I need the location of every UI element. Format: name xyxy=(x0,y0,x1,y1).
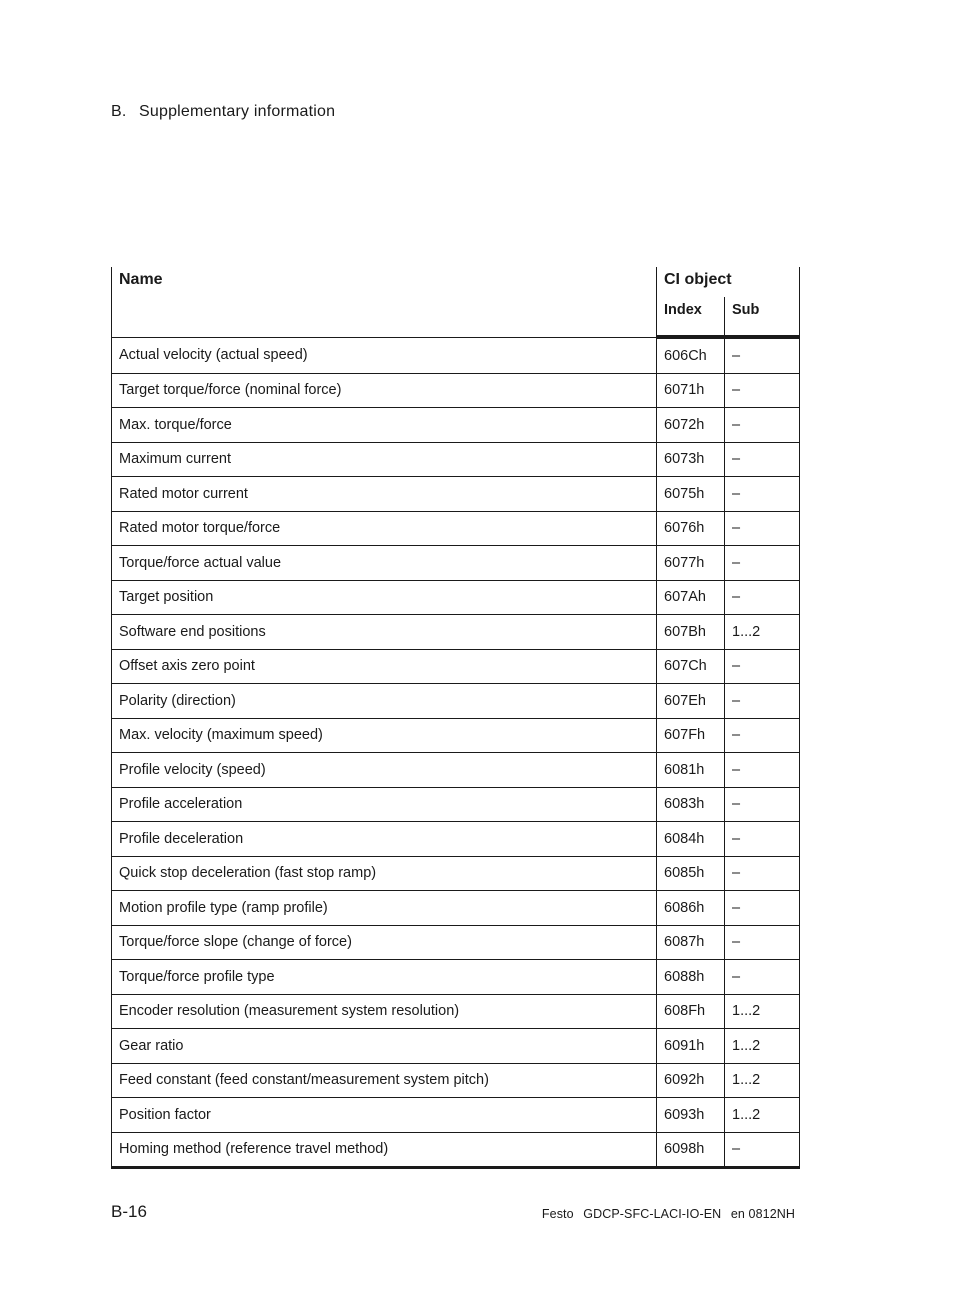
column-header-sub: Sub xyxy=(725,297,800,337)
cell-sub: – xyxy=(725,925,800,960)
table-row xyxy=(112,1063,800,1098)
table-row xyxy=(112,477,800,512)
cell-name: Profile acceleration xyxy=(112,787,657,822)
table-row xyxy=(112,787,800,822)
cell-sub: – xyxy=(725,477,800,512)
table-row xyxy=(112,649,800,684)
cell-sub: – xyxy=(725,856,800,891)
table-row xyxy=(112,615,800,650)
cell-index: 6098h xyxy=(657,1132,725,1168)
column-header-index: Index xyxy=(657,297,725,337)
cell-index: 6081h xyxy=(657,753,725,788)
cell-index: 6071h xyxy=(657,373,725,408)
document-reference xyxy=(542,1207,795,1221)
section-title: Supplementary information xyxy=(139,103,336,120)
cell-index: 6086h xyxy=(657,891,725,926)
cell-name: Max. velocity (maximum speed) xyxy=(112,718,657,753)
table-row xyxy=(112,546,800,581)
cell-sub: 1...2 xyxy=(725,1098,800,1133)
cell-name: Gear ratio xyxy=(112,1029,657,1064)
cell-name: Profile deceleration xyxy=(112,822,657,857)
cell-sub: 1...2 xyxy=(725,1063,800,1098)
cell-sub: – xyxy=(725,684,800,719)
table-row xyxy=(112,994,800,1029)
cell-name: Profile velocity (speed) xyxy=(112,753,657,788)
cell-sub: – xyxy=(725,822,800,857)
cell-sub: 1...2 xyxy=(725,994,800,1029)
cell-index: 6076h xyxy=(657,511,725,546)
column-header-name: Name xyxy=(112,267,657,337)
cell-name: Torque/force slope (change of force) xyxy=(112,925,657,960)
cell-name: Target torque/force (nominal force) xyxy=(112,373,657,408)
cell-name: Software end positions xyxy=(112,615,657,650)
cell-index: 6083h xyxy=(657,787,725,822)
table-row xyxy=(112,408,800,443)
document-code: GDCP-SFC-LACI-IO-EN xyxy=(583,1207,722,1221)
column-header-ci-object: CI object xyxy=(657,267,800,297)
cell-index: 6087h xyxy=(657,925,725,960)
cell-sub: – xyxy=(725,891,800,926)
table-row xyxy=(112,822,800,857)
cell-sub: – xyxy=(725,580,800,615)
cell-name: Target position xyxy=(112,580,657,615)
table-row xyxy=(112,753,800,788)
cell-index: 608Fh xyxy=(657,994,725,1029)
cell-index: 6075h xyxy=(657,477,725,512)
cell-index: 6085h xyxy=(657,856,725,891)
cell-name: Rated motor current xyxy=(112,477,657,512)
table-row xyxy=(112,891,800,926)
cell-index: 6077h xyxy=(657,546,725,581)
table-row xyxy=(112,718,800,753)
cell-sub: – xyxy=(725,337,800,373)
cell-index: 6084h xyxy=(657,822,725,857)
table-row xyxy=(112,684,800,719)
cell-sub: – xyxy=(725,649,800,684)
cell-index: 6073h xyxy=(657,442,725,477)
cell-name: Feed constant (feed constant/measurement system pitch) xyxy=(112,1063,657,1098)
cell-index: 6091h xyxy=(657,1029,725,1064)
cell-index: 607Bh xyxy=(657,615,725,650)
cell-sub: – xyxy=(725,718,800,753)
cell-name: Rated motor torque/force xyxy=(112,511,657,546)
cell-index: 607Fh xyxy=(657,718,725,753)
table-row xyxy=(112,580,800,615)
table-row xyxy=(112,1098,800,1133)
table-row xyxy=(112,373,800,408)
cell-sub: – xyxy=(725,546,800,581)
cell-index: 6088h xyxy=(657,960,725,995)
cell-name: Quick stop deceleration (fast stop ramp) xyxy=(112,856,657,891)
table-row xyxy=(112,960,800,995)
cell-index: 607Ch xyxy=(657,649,725,684)
cell-name: Torque/force profile type xyxy=(112,960,657,995)
table-row xyxy=(112,1029,800,1064)
cell-sub: – xyxy=(725,373,800,408)
cell-sub: – xyxy=(725,511,800,546)
cell-sub: – xyxy=(725,408,800,443)
cell-name: Polarity (direction) xyxy=(112,684,657,719)
cell-index: 6093h xyxy=(657,1098,725,1133)
table-row xyxy=(112,337,800,373)
cell-index: 6072h xyxy=(657,408,725,443)
cell-sub: 1...2 xyxy=(725,1029,800,1064)
cell-sub: – xyxy=(725,1132,800,1168)
table-body xyxy=(112,337,800,1168)
cell-name: Motion profile type (ramp profile) xyxy=(112,891,657,926)
cell-sub: – xyxy=(725,753,800,788)
cell-name: Encoder resolution (measurement system resolution) xyxy=(112,994,657,1029)
table-row xyxy=(112,442,800,477)
ci-object-table xyxy=(111,267,800,1169)
section-number: B. xyxy=(111,103,127,120)
cell-sub: – xyxy=(725,960,800,995)
section-heading xyxy=(111,103,335,121)
cell-sub: – xyxy=(725,442,800,477)
cell-name: Position factor xyxy=(112,1098,657,1133)
company-name: Festo xyxy=(541,1207,574,1221)
cell-sub: 1...2 xyxy=(725,615,800,650)
cell-index: 606Ch xyxy=(657,337,725,373)
cell-index: 607Ah xyxy=(657,580,725,615)
cell-name: Torque/force actual value xyxy=(112,546,657,581)
page-number: B-16 xyxy=(111,1202,147,1221)
cell-name: Homing method (reference travel method) xyxy=(112,1132,657,1168)
cell-name: Max. torque/force xyxy=(112,408,657,443)
cell-sub: – xyxy=(725,787,800,822)
cell-index: 607Eh xyxy=(657,684,725,719)
table-row xyxy=(112,1132,800,1168)
cell-name: Maximum current xyxy=(112,442,657,477)
cell-name: Offset axis zero point xyxy=(112,649,657,684)
edition: en 0812NH xyxy=(730,1207,795,1221)
table-row xyxy=(112,856,800,891)
table-row xyxy=(112,511,800,546)
cell-name: Actual velocity (actual speed) xyxy=(112,337,657,373)
table-row xyxy=(112,925,800,960)
cell-index: 6092h xyxy=(657,1063,725,1098)
